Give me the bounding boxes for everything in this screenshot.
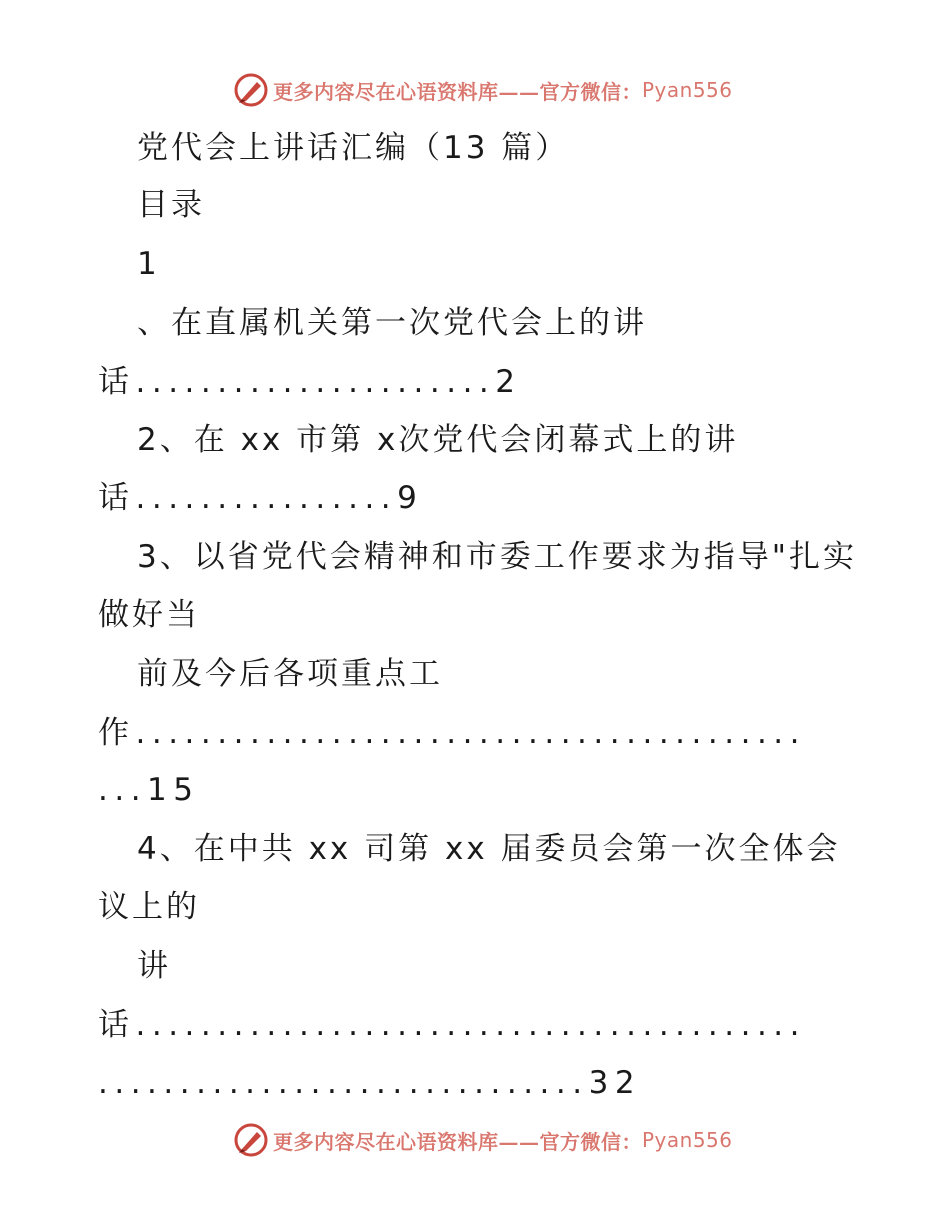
banner-wechat-id: Pyan556 bbox=[642, 78, 733, 102]
toc-line: 议上的 bbox=[98, 889, 200, 925]
toc-line: 话......................................... bbox=[98, 1007, 807, 1043]
banner-text: 更多内容尽在心语资料库——官方微信： bbox=[273, 79, 642, 104]
doc-title: 党代会上讲话汇编（13 篇） bbox=[137, 130, 570, 166]
toc-line: ...15 bbox=[98, 772, 200, 808]
header-banner bbox=[233, 70, 733, 110]
toc-line: 4、在中共 xx 司第 xx 届委员会第一次全体会 bbox=[137, 831, 841, 867]
toc-line: 讲 bbox=[137, 948, 171, 984]
toc-line: 1 bbox=[137, 246, 160, 282]
toc-line: 2、在 xx 市第 x次党代会闭幕式上的讲 bbox=[137, 422, 739, 458]
footer-banner bbox=[233, 1120, 733, 1160]
toc-line: ..............................32 bbox=[98, 1065, 642, 1101]
pen-logo-icon bbox=[233, 72, 269, 108]
toc-line: 话................9 bbox=[98, 480, 424, 516]
toc-line: 作......................................... bbox=[98, 715, 807, 751]
toc-line: 做好当 bbox=[98, 597, 200, 633]
pen-logo-icon bbox=[233, 1122, 269, 1158]
banner-wechat-id: Pyan556 bbox=[642, 1128, 733, 1152]
toc-line: 前及今后各项重点工 bbox=[137, 656, 443, 692]
banner-text: 更多内容尽在心语资料库——官方微信： bbox=[273, 1129, 642, 1154]
toc-line: 话......................2 bbox=[98, 364, 522, 400]
toc-heading: 目录 bbox=[137, 187, 205, 223]
toc-line: 、在直属机关第一次党代会上的讲 bbox=[137, 305, 647, 341]
toc-line: 3、以省党代会精神和市委工作要求为指导"扎实 bbox=[137, 539, 857, 575]
